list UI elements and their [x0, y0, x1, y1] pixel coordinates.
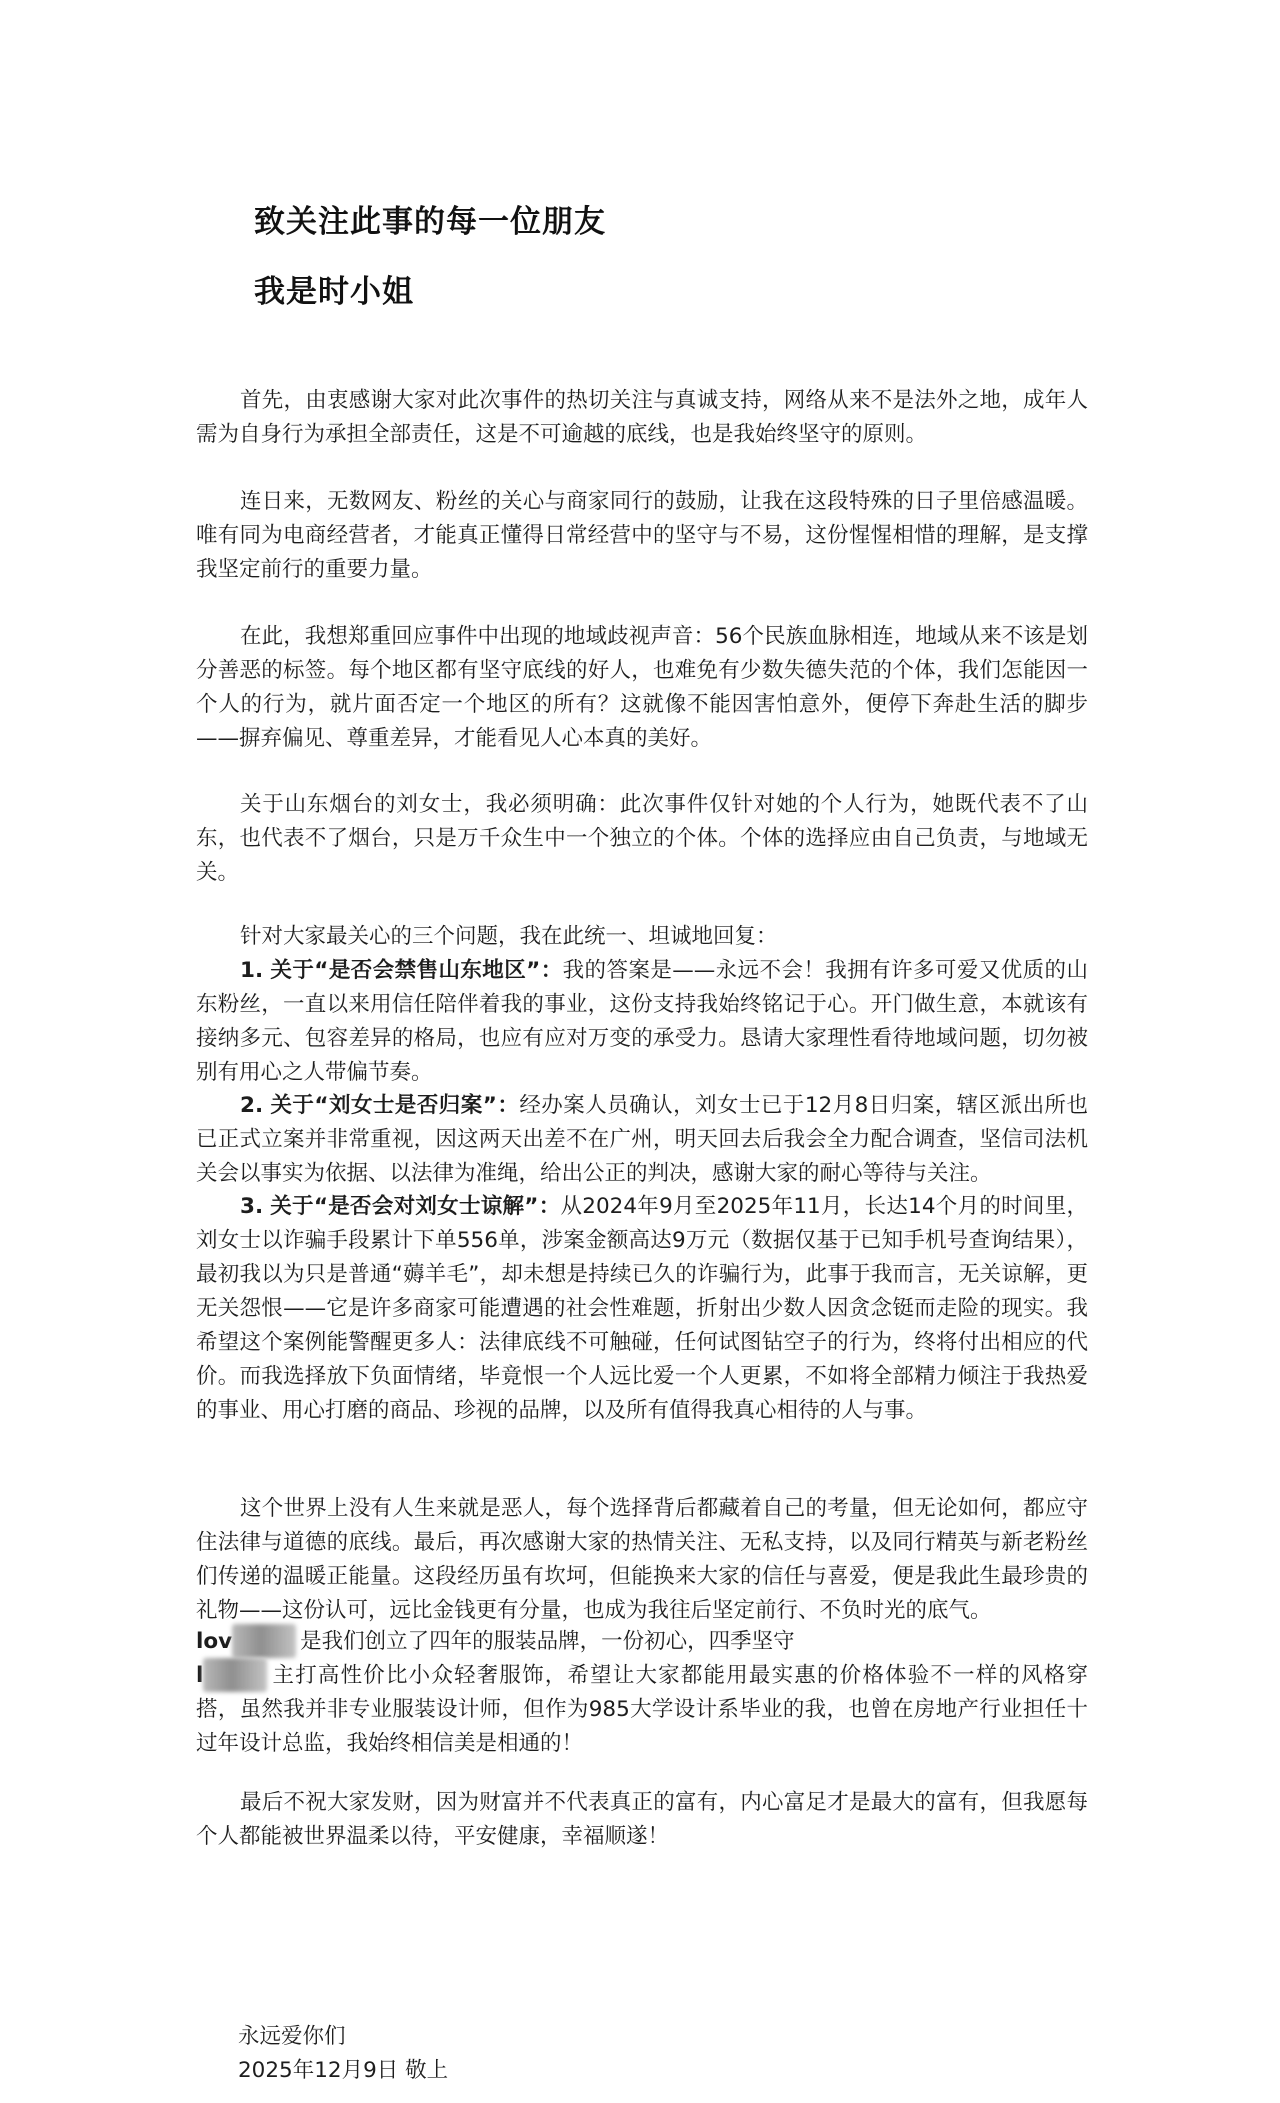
item-number: 2. — [240, 1093, 264, 1118]
item-question: 关于“是否会禁售山东地区”： — [270, 958, 563, 983]
paragraph-closing-thanks: 这个世界上没有人生来就是恶人，每个选择背后都藏着自己的考量，但无论如何，都应守住法律与道德的底线。最后，再次感谢大家的热情关注、无私支持，以及同行精英与新老粉丝们传递的温暖正能量。这段经历虽有坎坷，但能换来大家的信任与喜爱，便是我此生最珍贵的礼物——这份认可，远比金钱更有分量，也成为我往后坚定前行、不负时光的底气。 — [196, 1496, 1088, 1623]
paragraph-ms-liu: 关于山东烟台的刘女士，我必须明确：此次事件仅针对她的个人行为，她既代表不了山东，也代表不了烟台，只是万千众生中一个独立的个体。个体的选择应由自己负责，与地域无关。 — [196, 792, 1088, 885]
paragraph-three-questions-intro: 针对大家最关心的三个问题，我在此统一、坦诚地回复： — [240, 924, 778, 949]
brand-line-2 — [196, 1658, 1088, 1761]
item-answer: 经办案人员确认，刘女士已于12月8日归案，辖区派出所也已正式立案并非常重视，因这两天出差不在广州，明天回去后我会全力配合调查，坚信司法机关会以事实为依据、以法律为准绳，给出公正的判决，感谢大家的耐心等待与关注。 — [196, 1093, 1088, 1186]
letter-author: 我是时小姐 — [254, 274, 414, 310]
answer-item-3 — [196, 1190, 1088, 1428]
blurred-brand-mosaic — [203, 1658, 267, 1692]
item-number: 3. — [240, 1194, 264, 1219]
closing-date: 2025年12月9日 敬上 — [238, 2058, 449, 2083]
item-answer: 我的答案是——永远不会！我拥有许多可爱又优质的山东粉丝，一直以来用信任陪伴着我的事业，这份支持我始终铭记于心。开门做生意，本就该有接纳多元、包容差异的格局，也应有应对万变的承受力。恳请大家理性看待地域问题，切勿被别有用心之人带偏节奏。 — [196, 958, 1088, 1085]
brand-line-1 — [196, 1624, 1088, 1659]
brand-name-prefix: lov — [196, 1629, 233, 1654]
item-number: 1. — [240, 958, 264, 983]
closing-sign-off: 永远爱你们 — [238, 2024, 346, 2049]
paragraph-final-wishes: 最后不祝大家发财，因为财富并不代表真正的富有，内心富足才是最大的富有，但我愿每个人都能被世界温柔以待，平安健康，幸福顺遂！ — [196, 1790, 1088, 1849]
brand-line-text: 主打高性价比小众轻奢服饰，希望让大家都能用最实惠的价格体验不一样的风格穿搭，虽然我并非专业服装设计师，但作为985大学设计系毕业的我，也曾在房地产行业担任十过年设计总监，我始终相信美是相通的！ — [196, 1663, 1088, 1756]
answer-item-1 — [196, 954, 1088, 1090]
paragraph-thanks: 首先，由衷感谢大家对此次事件的热切关注与真诚支持，网络从来不是法外之地，成年人需为自身行为承担全部责任，这是不可逾越的底线，也是我始终坚守的原则。 — [196, 388, 1088, 447]
item-answer: 从2024年9月至2025年11月，长达14个月的时间里，刘女士以诈骗手段累计下单556单，涉案金额高达9万元（数据仅基于已知手机号查询结果），最初我以为只是普通“薅羊毛”，却未想是持续已久的诈骗行为，此事于我而言，无关谅解，更无关怨恨——它是许多商家可能遭遇的社会性难题，折射出少数人因贪念铤而走险的现实。我希望这个案例能警醒更多人：法律底线不可触碰，任何试图钻空子的行为，终将付出相应的代价。而我选择放下负面情绪，毕竟恨一个人远比爱一个人更累，不如将全部精力倾注于我热爱的事业、用心打磨的商品、珍视的品牌，以及所有值得我真心相待的人与事。 — [196, 1194, 1088, 1423]
brand-line-text: 是我们创立了四年的服装品牌，一份初心，四季坚守 — [300, 1629, 795, 1654]
paragraph-regional-discrimination: 在此，我想郑重回应事件中出现的地域歧视声音：56个民族血脉相连，地域从来不该是划分善恶的标签。每个地区都有坚守底线的好人，也难免有少数失德失范的个体，我们怎能因一个人的行为，就片面否定一个地区的所有？这就像不能因害怕意外，便停下奔赴生活的脚步——摒弃偏见、尊重差异，才能看见人心本真的美好。 — [196, 624, 1088, 751]
paragraph-support: 连日来，无数网友、粉丝的关心与商家同行的鼓励，让我在这段特殊的日子里倍感温暖。唯有同为电商经营者，才能真正懂得日常经营中的坚守与不易，这份惺惺相惜的理解，是支撑我坚定前行的重要力量。 — [196, 489, 1088, 582]
item-question: 关于“刘女士是否归案”： — [270, 1093, 520, 1118]
answer-item-2 — [196, 1089, 1088, 1191]
blurred-brand-mosaic — [232, 1624, 296, 1658]
brand-name-prefix: l — [196, 1663, 204, 1688]
item-question: 关于“是否会对刘女士谅解”： — [270, 1194, 561, 1219]
letter-title: 致关注此事的每一位朋友 — [254, 204, 606, 240]
